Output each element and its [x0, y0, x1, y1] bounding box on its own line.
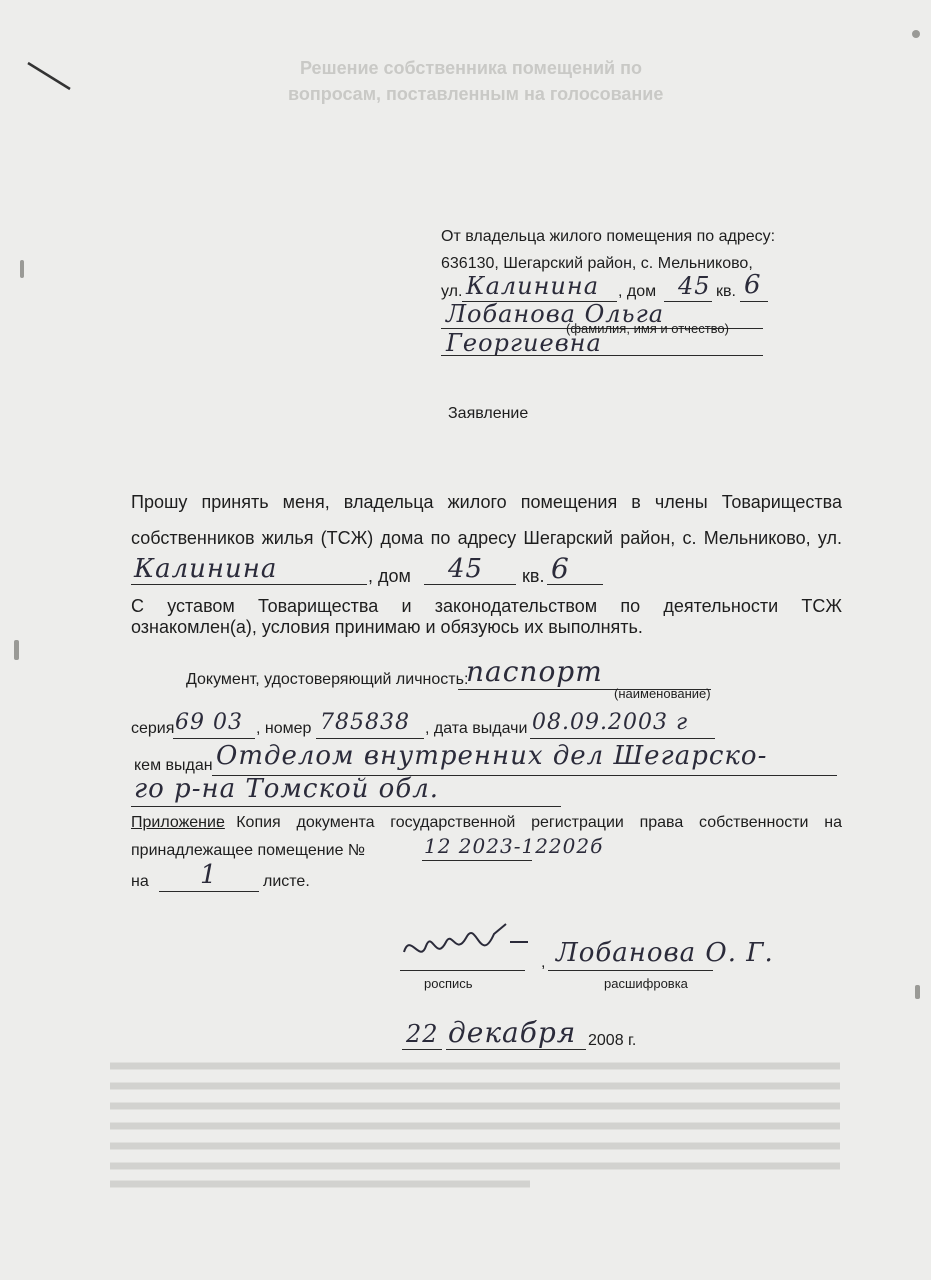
decode-caption: расшифровка — [604, 976, 688, 991]
document-handwritten: паспорт — [466, 655, 603, 688]
apt-prefix: кв. — [716, 283, 736, 300]
scan-speck — [14, 640, 19, 660]
date-issued-handwritten: 08.09.2003 г — [532, 710, 689, 735]
date-issued-label: , дата выдачи — [425, 720, 528, 737]
issued-by-underline-2 — [131, 806, 561, 807]
owner-name-handwritten-2: Георгиевна — [446, 329, 602, 357]
attachment-text-2: принадлежащее помещение № — [131, 842, 366, 859]
page-title: Заявление — [448, 405, 529, 422]
scan-speck — [20, 260, 24, 278]
house-handwritten: 45 — [678, 272, 711, 300]
date-issued-underline — [530, 738, 715, 739]
attachment-label: Приложение — [131, 814, 225, 831]
header-line-1: От владельца жилого помещения по адресу: — [441, 228, 776, 245]
sheets-handwritten: 1 — [200, 860, 218, 890]
series-handwritten: 69 03 — [175, 710, 243, 735]
month-underline — [446, 1049, 586, 1050]
issued-by-handwritten-1: Отделом внутренних дел Шегарско- — [216, 741, 768, 771]
sheets-label: листе. — [263, 873, 310, 890]
body-house-prefix: , дом — [368, 566, 411, 586]
street-handwritten: Калинина — [466, 272, 600, 300]
body-street-underline — [131, 584, 367, 585]
signature-underline — [400, 970, 525, 971]
number-underline — [316, 738, 424, 739]
issued-by-label: кем выдан — [134, 757, 213, 774]
house-underline — [664, 301, 712, 302]
header-line-2: 636130, Шегарский район, с. Мельниково, — [441, 255, 753, 272]
ghost-lines — [110, 1060, 850, 1190]
signature-separator: , — [541, 954, 546, 971]
apt-handwritten: 6 — [744, 270, 762, 300]
name-underline-2 — [441, 355, 763, 356]
month-handwritten: декабря — [448, 1016, 577, 1049]
body-house-handwritten: 45 — [448, 554, 484, 584]
body-apt-handwritten: 6 — [551, 552, 570, 585]
signature-scribble — [396, 912, 536, 974]
year-suffix: 2008 г. — [588, 1032, 637, 1049]
body-house-underline — [424, 584, 516, 585]
document-label: Документ, удостоверяющий личность: — [186, 671, 469, 688]
owner-name-handwritten-1: Лобанова Ольга — [446, 300, 665, 328]
attachment-text-1: : Копия документа государственной регистрации права собственности на — [216, 814, 842, 831]
on-label: на — [131, 873, 149, 890]
house-prefix: , дом — [618, 283, 657, 300]
decode-handwritten: Лобанова О. Г. — [556, 938, 774, 968]
paragraph-2-line-2: ознакомлен(а), условия принимаю и обязуюсь их выполнять. — [131, 617, 643, 637]
scan-mark — [20, 55, 80, 95]
day-underline — [402, 1049, 442, 1050]
ghost-heading-2: вопросам, поставленным на голосование — [288, 84, 664, 104]
number-label: , номер — [256, 720, 312, 737]
scan-speck — [915, 985, 920, 999]
paragraph-2-line-1: С уставом Товарищества и законодательством по деятельности ТСЖ — [131, 596, 842, 616]
number-handwritten: 785838 — [320, 710, 410, 735]
sheets-underline — [159, 891, 259, 892]
street-prefix: ул. — [441, 283, 463, 300]
paragraph-1-line-1: Прошу принять меня, владельца жилого помещения в члены Товарищества — [131, 492, 842, 512]
registration-handwritten: 12 2023-12202б — [424, 834, 604, 858]
decode-underline — [548, 970, 713, 971]
signature-caption: роспись — [424, 976, 473, 991]
series-label: серия — [131, 720, 175, 737]
apt-underline — [740, 301, 768, 302]
document-caption: (наименование) — [614, 686, 711, 701]
series-underline — [173, 738, 255, 739]
scan-speck — [912, 30, 920, 38]
registration-underline — [422, 860, 532, 861]
body-apt-prefix: кв. — [522, 566, 545, 586]
body-street-handwritten: Калинина — [134, 554, 278, 584]
paragraph-1-line-2: собственников жилья (ТСЖ) дома по адресу Шегарский район, с. Мельниково, ул. — [131, 528, 842, 548]
issued-by-handwritten-2: го р-на Томской обл. — [134, 774, 440, 804]
day-handwritten: 22 — [406, 1020, 439, 1048]
name-caption: (фамилия, имя и отчество) — [566, 321, 729, 336]
ghost-heading-1: Решение собственника помещений по — [300, 58, 642, 78]
